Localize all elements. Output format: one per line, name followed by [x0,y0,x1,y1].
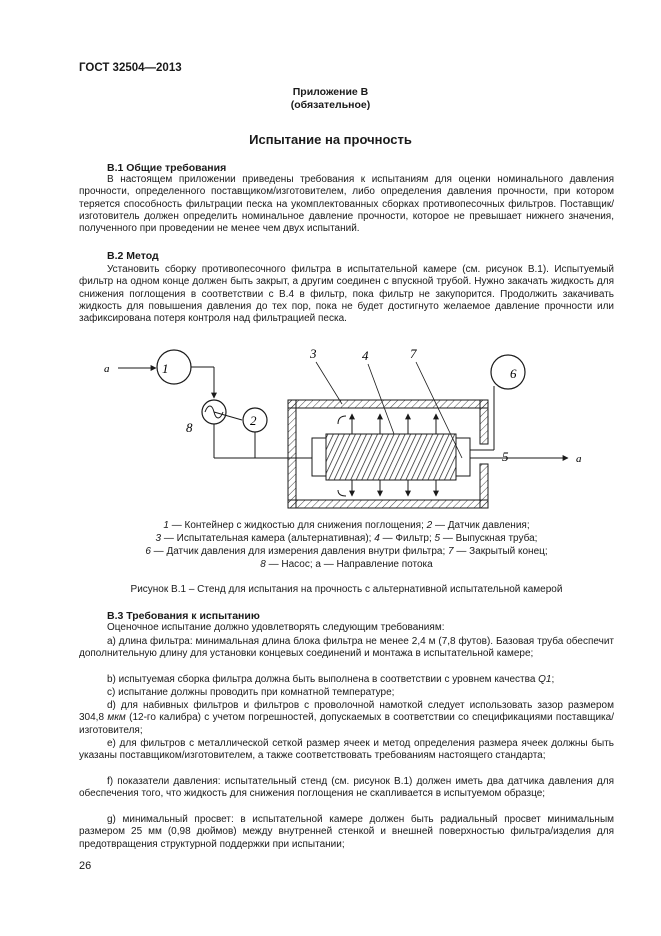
annex-title: Приложение В [292,86,369,98]
label-4: 4 [362,348,369,363]
page-number: 26 [79,860,92,872]
item-c: с) испытание должны проводить при комнатной температуре; [107,687,395,698]
figure-legend-line-2: 3 — Испытательная камера (альтернативная); 4 — Фильтр; 5 — Выпускная труба; [155,533,538,544]
label-5: 5 [502,449,509,464]
sensor-6-circle [491,355,525,389]
label-3: 3 [310,346,317,361]
standard-header: ГОСТ 32504—2013 [79,62,182,74]
flow-label-in: а [104,363,110,375]
label-6: 6 [510,366,517,381]
figure-legend-line-1: 1 — Контейнер с жидкостью для снижения поглощения; 2 — Датчик давления; [163,520,530,531]
label-2: 2 [250,413,257,428]
item-f: f) показатели давления: испытательный стенд (см. рисунок В.1) должен иметь два датчика давления для обеспечения того, что жидкость для снижения поглощения не скапливается в испытуемом образце; [79,776,614,800]
flow-label-out: а [576,453,582,465]
filter-4 [312,434,470,480]
label-7: 7 [410,346,417,361]
section-b3-intro: Оценочное испытание должно удовлетворять следующим требованиям: [107,622,445,633]
figure-legend-line-3: 6 — Датчик давления для измерения давления внутри фильтра; 7 — Закрытый конец; [145,546,548,557]
figure-caption: Рисунок В.1 – Стенд для испытания на прочность с альтернативной испытательной камерой [130,584,563,595]
item-b: b) испытуемая сборка фильтра должна быть выполнена в соответствии с уровнем качества Q1; [107,674,555,685]
section-b3-heading: В.3 Требования к испытанию [107,610,260,622]
annex-status: (обязательное) [290,99,371,111]
section-b1-text: В настоящем приложении приведены требования к испытаниям для оценки номинального давления прочности, определенного поставщиком/изготовителем, либо определения давления прочности, при котором теряется способность фильтрации песка на укомплектованных сборках противопесочных фильтров. Поставщик/изготовитель должен определить номинальное давление прочности, которое не превышает нижнего значения, полученного при проведении не менее чем двух испытаний. [79,174,614,235]
item-g: g) минимальный просвет: в испытательной камере должен быть радиальный просвет минимальным размером 25 мм (0,98 дюймов) между внутренней стенкой и внешней поверхностью фильтра/изделия для предотвращения структурной поддержки при испытании; [79,814,614,850]
figure-legend-line-4: 8 — Насос; а — Направление потока [260,559,433,570]
item-e: е) для фильтров с металлической сеткой размер ячеек и метод определения размера ячеек должны быть указаны поставщиком/изготовителем, а также соответствовать требованиям настоящего стандарта; [79,738,614,762]
section-b2-heading: В.2 Метод [107,250,159,262]
label-8: 8 [186,420,193,435]
figure-test-bench-diagram [90,340,610,520]
label-1: 1 [162,361,169,376]
item-a: а) длина фильтра: минимальная длина блока фильтра не менее 2,4 м (7,8 футов). Базовая труба обеспечит дополнительную длину для установки концевых соединений и монтажа в испытательной камере; [79,636,614,660]
item-d: d) для набивных фильтров и фильтров с проволочной намоткой следует использовать зазор размером 304,8 мкм (12-го калибра) с учетом погрешностей, допускаемых в соответствии со спецификациями поставщика/изготовителя; [79,700,614,736]
page-title: Испытание на прочность [249,132,412,147]
section-b1-heading: В.1 Общие требования [107,162,227,174]
section-b2-text: Установить сборку противопесочного фильтра в испытательной камере (см. рисунок В.1). Испытуемый фильтр на одном конце должен быть закрыт, а другим соединен с впускной трубой. Нужно закачать жидкость для снижения поглощения в соответствии с В.4 в фильтр, пока фильтр не закупорится. Продолжить закачивать жидкость для повышения давления до тех пор, пока не будет достигнуто желаемое давление прочности или зафиксирована потеря контроля над фильтрацией песка. [79,264,614,325]
